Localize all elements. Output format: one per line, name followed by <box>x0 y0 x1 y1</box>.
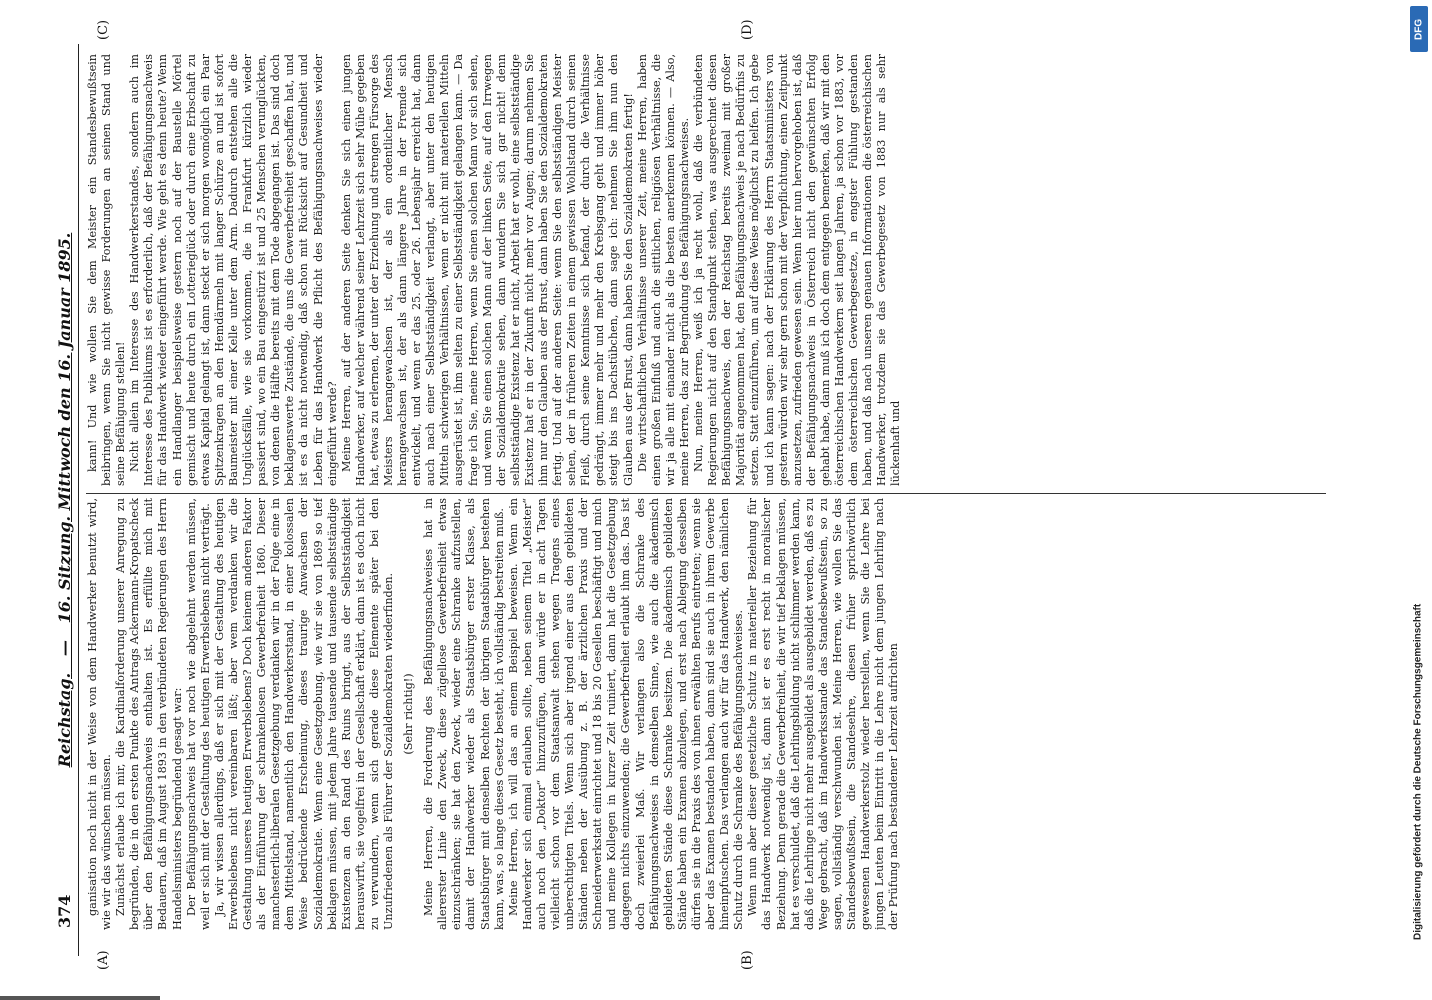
scan-edge-mark <box>0 996 160 1000</box>
paragraph: Nicht allein im Interesse des Handwerkerstandes, sondern auch im Interesse des Publikums ist es erforderlich, daß der Befähigungsnachweis für das Handwerk wieder eingeführt werde. Wie geht es denn heute? Wenn ein Handlanger beispielsweise gestern noch auf der Baustelle Mörtel gemischt und heute durch ein Lotterieglück oder durch eine Erbschaft zu etwas Kapital gelangt ist, dann steckt er sich morgen womöglich ein Paar Spitzenkragen an den Hemdärmeln mit langer Schürze an und ist sofort Baumeister mit einer Kelle unter dem Arm. Dadurch entstehen alle die Unglücksfälle, wie sie vorkommen, die in Frankfurt kürzlich wieder passiert sind, wo ein Bau eingestürzt ist und 25 Menschen verunglückten, von denen die Hälfte bereits mit dem Tode abgegangen ist. Das sind doch beklagenswerte Zustände, die uns die Gewerbefreiheit geschaffen hat, und ist es da nicht notwendig, daß schon mit Rücksicht auf Gesundheit und Leben für das Handwerk die Pflicht des Befähigungsnachweises wieder eingeführt werde? <box>128 54 339 486</box>
column-divider <box>86 493 1326 494</box>
margin-mark-a: (A) <box>96 950 111 970</box>
paragraph: Meine Herren, ich will das an einem Beispiel beweisen. Wenn ein Handwerker sich einmal erlauben sollte, neben seinem Titel „Meister“ auch noch den „Doktor“ hinzuzufügen, dann würde er in acht Tagen vielleicht schon vor dem Staatsanwalt stehen wegen Tragens eines unberechtigten Titels. Wenn sich aber irgend einer aus den gebildeten Ständen neben der Ausübung z. B. der ärztlichen Praxis und der Schneiderwerkstatt einrichtet und 18 bis 20 Gesellen beschäftigt und mich und meine Kollegen in kurzer Zeit ruiniert, dann hat die Gesetzgebung dagegen nichts einzuwenden; die Gewerbefreiheit erlaubt ihm das. Das ist doch zweierlei Maß. Wir verlangen also die Schranke des Befähigungsnachweises in demselben Sinne, wie auch die akademisch gebildeten Stände diese Schranke besitzen. Die akademisch gebildeten Stände haben ein Examen abzulegen, und erst nach Ablegung desselben dürfen sie in die Praxis des von ihnen erwählten Berufs eintreten; wenn sie aber das Examen bestanden haben, dann sind sie auch in ihrem Gewerbe hineinpfuschen. Das verlangen auch wir für das Handwerk, den nämlichen Schutz durch die Schranke des Befähigungsnachweises. <box>506 498 746 930</box>
paragraph: Meine Herren, auf der anderen Seite denken Sie sich einen jungen Handwerker, auf welcher während seiner Lehrzeit sich sehr Mühe gegeben hat, etwas zu erlernen, der unter der Erziehung und strengen Fürsorge des Meisters herangewachsen ist, der als ein ordentlicher Mensch herangewachsen ist, der als dann längere Jahre in der Fremde sich entwickelt, und wenn er das 25. oder 26. Lebensjahr erreicht hat, dann auch nach einer Selbstständigkeit verlangt, aber unter den heutigen Mitteln schwierigen Verhältnissen, wenn er nicht mit materiellen Mitteln ausgerüstet ist, ihm selten zu einer Selbstständigkeit gelangen kann. — Da frage ich Sie, meine Herren, wenn Sie einen solchen Mann vor sich sehen, und wenn Sie einen solchen Mann auf der linken Seite, auf den Irrwegen der Sozialdemokratie sehen, dann wundern Sie sich gar nicht! denn selbstständige Existenz hat er nicht, Arbeit hat er wohl, eine selbstständige Existenz hat er in der Zukunft nicht mehr vor Augen; darum nehmen Sie ihm nur den Glauben aus der Brust, dann haben Sie den Sozialdemokraten fertig. Und auf der anderen Seite: wenn Sie den selbstständigen Meister sehen, der in früheren Zeiten in einem gewissen Wohlstand durch seinen Fleiß, durch seine Kenntnisse sich befand, der durch die Verhältnisse gedrängt, immer mehr und mehr den Krebsgang geht und immer höher steigt bis ins Dachstübchen, dann sage ich: nehmen Sie ihm nun den Glauben aus der Brust, dann haben Sie den Sozialdemokraten fertig! <box>339 54 635 486</box>
margin-mark-b: (B) <box>740 950 755 970</box>
paragraph: Meine Herren, die Forderung des Befähigungsnachweises hat in allererster Linie den Zweck, diese zügellose Gewerbefreiheit etwas einzuschränken; sie hat den Zweck, wieder eine Schranke aufzustellen, damit der Handwerker wieder als Staatsbürger erster Klasse, als Staatsbürger mit denselben Rechten der übrigen Staatsbürger bestehen kann, was, so lange dieses Gesetz besteht, ich vollständig bestreiten muß. <box>422 498 506 930</box>
margin-mark-c: (C) <box>96 19 111 40</box>
right-text-column <box>86 54 1326 486</box>
digitization-watermark: Digitalisierung gefördert durch die Deutsche Forschungsgemeinschaft <box>1412 603 1424 940</box>
dfg-logo <box>1410 6 1428 52</box>
header-session-date: 16. Sitzung. Mittwoch den 16. Januar 1895. <box>55 232 74 624</box>
header-chamber: Reichstag. <box>55 672 74 768</box>
margin-mark-d: (D) <box>740 19 755 40</box>
paragraph: Zunächst erlaube ich mir, die Kardinalforderung unserer Anregung zu begründen, die in den ersten Punkte des Antrags Ackermann-Kropatscheck über den Befähigungsnachweis enthalten ist. Es erfüllte mich mit Bedauern, daß im August 1893 in den verbündeten Regierungen des Herrn Handelsministers begründend gesagt war: <box>114 498 184 930</box>
header-title: Reichstag. — 16. Sitzung. Mittwoch den 16. Januar 1895. <box>55 232 74 768</box>
paragraph: ganisation noch nicht in der Weise von dem Handwerker benutzt wird, wie wir das wünschen müssen. <box>86 498 114 930</box>
paragraph: Nun, meine Herren, weiß ich ja recht wohl, daß die verbündeten Regierungen nicht auf den Standpunkt stehen, was ausgerechnet diesen Befähigungsnachweis, den der Reichstag bereits zweimal mit großer Majorität angenommen hat, den Befähigungsnachweis je nach Bedürfnis zu setzen. Statt einzuführen, um auf diese Weise möglichst zu helfen. Ich gebe und ich kann sagen: nach der Erklärung des Herrn Staatsministers von gestern würden wir sehr gern schon mit der Verpflichtung, einen Zeitpunkt anzusetzen, zufrieden gewesen sein. Wenn hier nun hervorgehoben ist, daß der Befähigungsnachweis in Österreich nicht den gewünschten Erfolg gehabt habe, dann muß ich doch dem entgegen bemerken, daß wir mit den österreichischen Handwerkern seit langen Jahren, ja schon vor 1883, vor dem österreichischen Gewerbegesetze, in engster Fühlung gestanden haben, und daß nach unseren genauen Informationen die österreichischen Handwerker, trotzdem sie das Gewerbegesetz von 1883 nur als sehr lückenhaft und <box>692 54 903 486</box>
left-text-column <box>86 498 1326 930</box>
dfg-logo-text: DFG <box>1413 18 1425 40</box>
header-rule <box>78 44 79 956</box>
page-header <box>52 44 74 956</box>
paragraph: Die wirtschaftlichen Verhältnisse unserer Zeit, meine Herren, haben einen großen Einfluß und auch die sittlichen, religiösen Verhältnisse, die wir ja alle mit einander nicht als die besten anerkennen können. — Also, meine Herren, das zur Begründung des Befähigungsnachweises. <box>635 54 691 486</box>
quoted-paragraph: Der Befähigungsnachweis hat vor noch wie abgelehnt werden müssen, weil er sich mit der Gestaltung des heutigen Erwerbslebens nicht verträgt. <box>184 498 212 930</box>
paragraph: kann! Und wie wollen Sie dem Meister ein Standesbewußtsein beibringen, wenn Sie nicht gewisse Forderungen an seinen Stand und seine Befähigung stellen! <box>86 54 128 486</box>
paragraph: Ja, wir wissen allerdings, daß er sich mit der Gestaltung des heutigen Erwerbslebens nicht vereinbaren läßt; aber wem verdanken wir die Gestaltung unseres heutigen Erwerbslebens? Doch keinem anderen Faktor als der Einführung der schrankenlosen Gewerbefreiheit 1860. Dieser manchesterlich-liberalen Gesetzgebung verdanken wir in der Folge eine in dem Mittelstand, namentlich den Handwerkerstand, in einer kolossalen Weise bedrückende Erscheinung, dieses traurige Anwachsen der Sozialdemokratie. Wenn eine Gesetzgebung, wie wir sie von 1869 so tief beklagen müssen, mit jedem Jahre tausende und tausende selbstständige Existenzen an den Rand des Ruins bringt, aus der Selbstständigkeit herauswirft, sie vogelfrei in der Gesellschaft erklärt, dann ist es doch nicht zu verwundern, wenn sich gerade diese Elemente später bei den Unzufriedenen als Führer der Sozialdemokraten wiederfinden. <box>212 498 395 930</box>
paragraph: Wenn nun aber dieser gesetzliche Schutz in materieller Beziehung für das Handwerk notwendig ist, dann ist er es erst recht in moralischer Beziehung. Denn gerade die Gewerbefreiheit, die wir tief beklagen müssen, hat es verschuldet, daß die Lehrlingsbildung nicht schlimmer werden kann, daß die Lehrlinge nicht mehr ausgebildet als ausgebildet werden, daß es zu Wege gebracht, daß im Handwerksstande das Standesbewußtsein, so zu sagen, vollständig verschwunden ist. Meine Herren, wie wollen Sie das Standesbewußtsein, die Standesehre, diesen früher sprichwörtlich gewesenen Handwerkerstolz wieder herstellen, wenn Sie die Lehre bei jungen Leuten beim Eintritt in die Lehre nicht dem jungen Lehrling nach der Prüfung nach bestandener Lehrzeit aufrichten <box>746 498 901 930</box>
page-number: 374 <box>55 894 74 928</box>
interjection: (Sehr richtig!) <box>402 673 416 755</box>
